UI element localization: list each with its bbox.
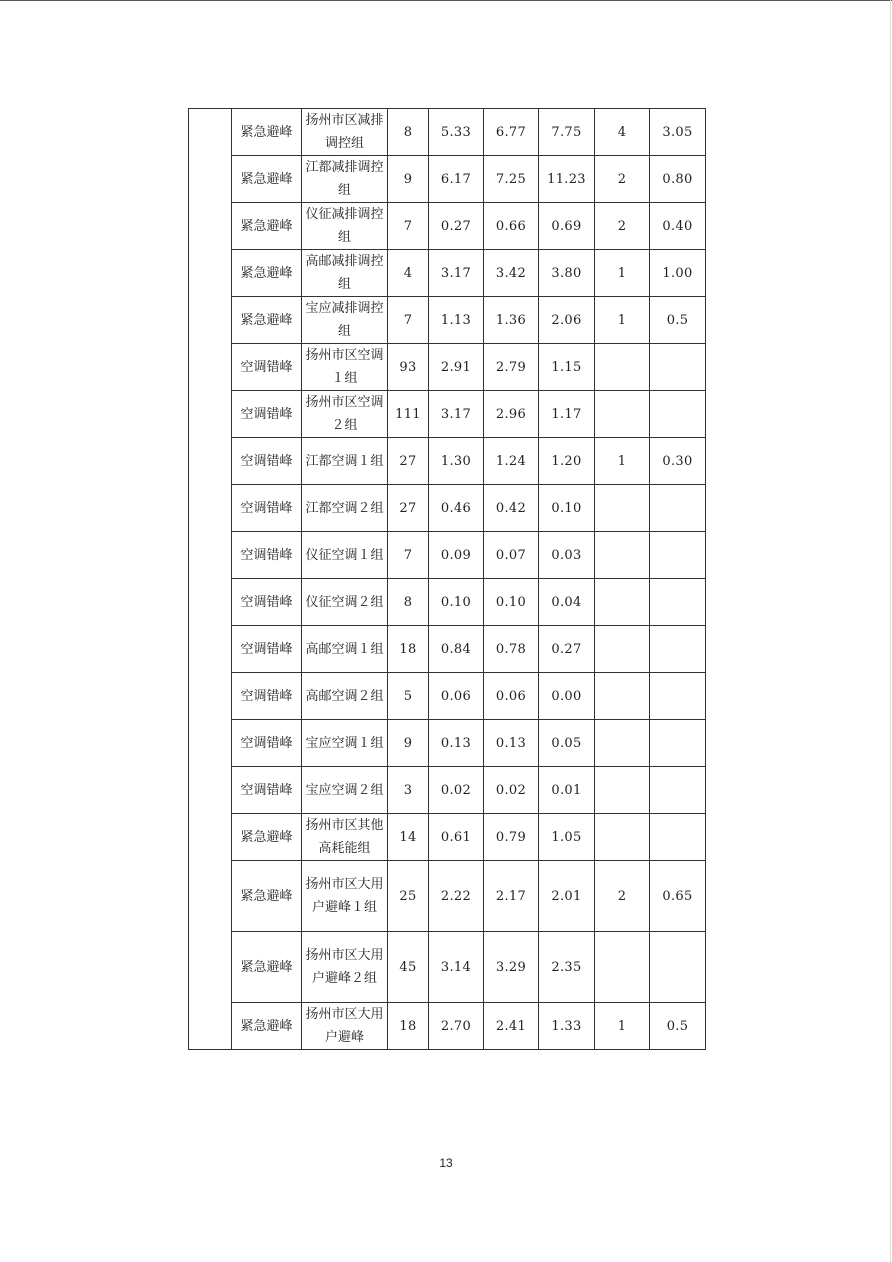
- group-name-cell: 扬州市区大用户避峰: [302, 1003, 388, 1050]
- value-cell-1: 0.09: [429, 532, 484, 579]
- value-cell-1: 0.10: [429, 579, 484, 626]
- count-cell: 27: [388, 485, 429, 532]
- value-cell-5: [650, 344, 706, 391]
- value-cell-4: [595, 532, 650, 579]
- value-cell-1: 0.13: [429, 720, 484, 767]
- count-cell: 7: [388, 297, 429, 344]
- value-cell-2: 2.96: [484, 391, 539, 438]
- load-control-table: [188, 108, 706, 1050]
- value-cell-1: 1.30: [429, 438, 484, 485]
- count-cell: 8: [388, 579, 429, 626]
- value-cell-3: 0.69: [539, 203, 595, 250]
- value-cell-3: 2.01: [539, 861, 595, 932]
- count-cell: 14: [388, 814, 429, 861]
- value-cell-3: 1.17: [539, 391, 595, 438]
- value-cell-1: 0.27: [429, 203, 484, 250]
- control-type-cell: 空调错峰: [232, 579, 302, 626]
- value-cell-2: 0.13: [484, 720, 539, 767]
- group-name-cell: 江都减排调控组: [302, 156, 388, 203]
- value-cell-3: 0.00: [539, 673, 595, 720]
- count-cell: 7: [388, 532, 429, 579]
- group-name-cell: 高邮空调２组: [302, 673, 388, 720]
- value-cell-4: 2: [595, 203, 650, 250]
- value-cell-5: [650, 814, 706, 861]
- value-cell-2: 3.29: [484, 932, 539, 1003]
- page-right-edge: [890, 0, 891, 1262]
- count-cell: 4: [388, 250, 429, 297]
- group-name-cell: 扬州市区大用户避峰１组: [302, 861, 388, 932]
- value-cell-2: 0.10: [484, 579, 539, 626]
- count-cell: 18: [388, 626, 429, 673]
- value-cell-5: 0.5: [650, 1003, 706, 1050]
- count-cell: 45: [388, 932, 429, 1003]
- group-name-cell: 宝应空调２组: [302, 767, 388, 814]
- table-row: [189, 391, 706, 438]
- value-cell-3: 0.01: [539, 767, 595, 814]
- value-cell-2: 0.07: [484, 532, 539, 579]
- value-cell-3: 1.33: [539, 1003, 595, 1050]
- value-cell-4: 1: [595, 1003, 650, 1050]
- value-cell-5: [650, 932, 706, 1003]
- control-type-cell: 空调错峰: [232, 767, 302, 814]
- value-cell-5: [650, 485, 706, 532]
- value-cell-4: 1: [595, 250, 650, 297]
- table-row: [189, 932, 706, 1003]
- value-cell-3: 2.06: [539, 297, 595, 344]
- value-cell-1: 2.91: [429, 344, 484, 391]
- control-type-cell: 空调错峰: [232, 720, 302, 767]
- table-row: [189, 297, 706, 344]
- count-cell: 9: [388, 156, 429, 203]
- value-cell-5: [650, 626, 706, 673]
- value-cell-4: [595, 767, 650, 814]
- value-cell-4: 1: [595, 438, 650, 485]
- group-name-cell: 高邮减排调控组: [302, 250, 388, 297]
- value-cell-5: [650, 673, 706, 720]
- value-cell-1: 3.17: [429, 391, 484, 438]
- value-cell-5: 1.00: [650, 250, 706, 297]
- value-cell-4: [595, 673, 650, 720]
- control-type-cell: 紧急避峰: [232, 109, 302, 156]
- count-cell: 25: [388, 861, 429, 932]
- value-cell-1: 6.17: [429, 156, 484, 203]
- page-top-rule: [0, 0, 892, 1]
- value-cell-3: 0.05: [539, 720, 595, 767]
- value-cell-4: [595, 344, 650, 391]
- group-name-cell: 扬州市区其他高耗能组: [302, 814, 388, 861]
- value-cell-4: 1: [595, 297, 650, 344]
- value-cell-2: 1.36: [484, 297, 539, 344]
- table-row: [189, 109, 706, 156]
- control-type-cell: 紧急避峰: [232, 1003, 302, 1050]
- value-cell-2: 0.66: [484, 203, 539, 250]
- count-cell: 8: [388, 109, 429, 156]
- value-cell-5: [650, 532, 706, 579]
- group-name-cell: 江都空调２组: [302, 485, 388, 532]
- value-cell-2: 0.79: [484, 814, 539, 861]
- value-cell-1: 2.70: [429, 1003, 484, 1050]
- table-row: [189, 579, 706, 626]
- value-cell-4: 4: [595, 109, 650, 156]
- group-name-cell: 仪征空调１组: [302, 532, 388, 579]
- group-name-cell: 扬州市区空调１组: [302, 344, 388, 391]
- group-name-cell: 扬州市区空调２组: [302, 391, 388, 438]
- value-cell-1: 0.06: [429, 673, 484, 720]
- value-cell-3: 0.27: [539, 626, 595, 673]
- value-cell-1: 5.33: [429, 109, 484, 156]
- value-cell-2: 3.42: [484, 250, 539, 297]
- table-row: [189, 203, 706, 250]
- value-cell-2: 1.24: [484, 438, 539, 485]
- control-type-cell: 空调错峰: [232, 626, 302, 673]
- value-cell-1: 3.14: [429, 932, 484, 1003]
- table-row: [189, 156, 706, 203]
- group-name-cell: 宝应减排调控组: [302, 297, 388, 344]
- group-name-cell: 仪征减排调控组: [302, 203, 388, 250]
- group-name-cell: 宝应空调１组: [302, 720, 388, 767]
- value-cell-5: 0.80: [650, 156, 706, 203]
- value-cell-2: 0.06: [484, 673, 539, 720]
- page-number: 13: [439, 1156, 453, 1170]
- value-cell-3: 0.10: [539, 485, 595, 532]
- table-row: [189, 438, 706, 485]
- control-type-cell: 紧急避峰: [232, 250, 302, 297]
- value-cell-4: [595, 626, 650, 673]
- control-type-cell: 紧急避峰: [232, 932, 302, 1003]
- merged-category-cell: [189, 109, 232, 1050]
- value-cell-1: 0.61: [429, 814, 484, 861]
- control-type-cell: 空调错峰: [232, 344, 302, 391]
- value-cell-5: [650, 767, 706, 814]
- table-row: [189, 720, 706, 767]
- value-cell-2: 0.02: [484, 767, 539, 814]
- group-name-cell: [302, 109, 388, 156]
- value-cell-4: [595, 720, 650, 767]
- table-row: [189, 1003, 706, 1050]
- table-row: [189, 814, 706, 861]
- value-cell-5: 3.05: [650, 109, 706, 156]
- table-row: [189, 673, 706, 720]
- count-cell: 3: [388, 767, 429, 814]
- table-row: [189, 485, 706, 532]
- value-cell-3: 2.35: [539, 932, 595, 1003]
- value-cell-5: 0.5: [650, 297, 706, 344]
- count-cell: 18: [388, 1003, 429, 1050]
- control-type-cell: 空调错峰: [232, 391, 302, 438]
- count-cell: 111: [388, 391, 429, 438]
- count-cell: 5: [388, 673, 429, 720]
- value-cell-4: [595, 579, 650, 626]
- value-cell-4: [595, 814, 650, 861]
- control-type-cell: 空调错峰: [232, 532, 302, 579]
- value-cell-4: 2: [595, 156, 650, 203]
- value-cell-5: 0.40: [650, 203, 706, 250]
- count-cell: 7: [388, 203, 429, 250]
- value-cell-2: 0.78: [484, 626, 539, 673]
- count-cell: 9: [388, 720, 429, 767]
- control-type-cell: 紧急避峰: [232, 156, 302, 203]
- table-row: [189, 532, 706, 579]
- value-cell-5: [650, 579, 706, 626]
- value-cell-1: 0.46: [429, 485, 484, 532]
- table-row: [189, 250, 706, 297]
- value-cell-4: [595, 932, 650, 1003]
- control-type-cell: 空调错峰: [232, 438, 302, 485]
- value-cell-3: 11.23: [539, 156, 595, 203]
- value-cell-4: [595, 391, 650, 438]
- table-row: [189, 861, 706, 932]
- value-cell-2: 2.79: [484, 344, 539, 391]
- value-cell-5: 0.30: [650, 438, 706, 485]
- control-type-cell: 空调错峰: [232, 485, 302, 532]
- control-type-cell: 紧急避峰: [232, 297, 302, 344]
- value-cell-2: 7.25: [484, 156, 539, 203]
- value-cell-5: [650, 391, 706, 438]
- count-cell: 27: [388, 438, 429, 485]
- group-name-cell: 扬州市区大用户避峰２组: [302, 932, 388, 1003]
- value-cell-1: 2.22: [429, 861, 484, 932]
- group-name-cell: 江都空调１组: [302, 438, 388, 485]
- group-name-cell: 仪征空调２组: [302, 579, 388, 626]
- value-cell-1: 0.02: [429, 767, 484, 814]
- value-cell-3: 1.20: [539, 438, 595, 485]
- value-cell-2: 0.42: [484, 485, 539, 532]
- table-row: [189, 344, 706, 391]
- value-cell-1: 1.13: [429, 297, 484, 344]
- count-cell: 93: [388, 344, 429, 391]
- control-type-cell: 紧急避峰: [232, 203, 302, 250]
- group-name-cell: 高邮空调１组: [302, 626, 388, 673]
- table-row: [189, 767, 706, 814]
- value-cell-3: 7.75: [539, 109, 595, 156]
- value-cell-2: 2.17: [484, 861, 539, 932]
- table-row: [189, 626, 706, 673]
- value-cell-3: 0.04: [539, 579, 595, 626]
- value-cell-3: 1.05: [539, 814, 595, 861]
- value-cell-5: 0.65: [650, 861, 706, 932]
- value-cell-4: 2: [595, 861, 650, 932]
- group-name-line: 扬州市区减排调控组: [305, 113, 384, 151]
- value-cell-1: 3.17: [429, 250, 484, 297]
- value-cell-3: 1.15: [539, 344, 595, 391]
- value-cell-2: 2.41: [484, 1003, 539, 1050]
- value-cell-5: [650, 720, 706, 767]
- value-cell-3: 0.03: [539, 532, 595, 579]
- control-type-cell: 紧急避峰: [232, 861, 302, 932]
- value-cell-2: 6.77: [484, 109, 539, 156]
- value-cell-4: [595, 485, 650, 532]
- control-type-cell: 紧急避峰: [232, 814, 302, 861]
- control-type-cell: 空调错峰: [232, 673, 302, 720]
- value-cell-3: 3.80: [539, 250, 595, 297]
- value-cell-1: 0.84: [429, 626, 484, 673]
